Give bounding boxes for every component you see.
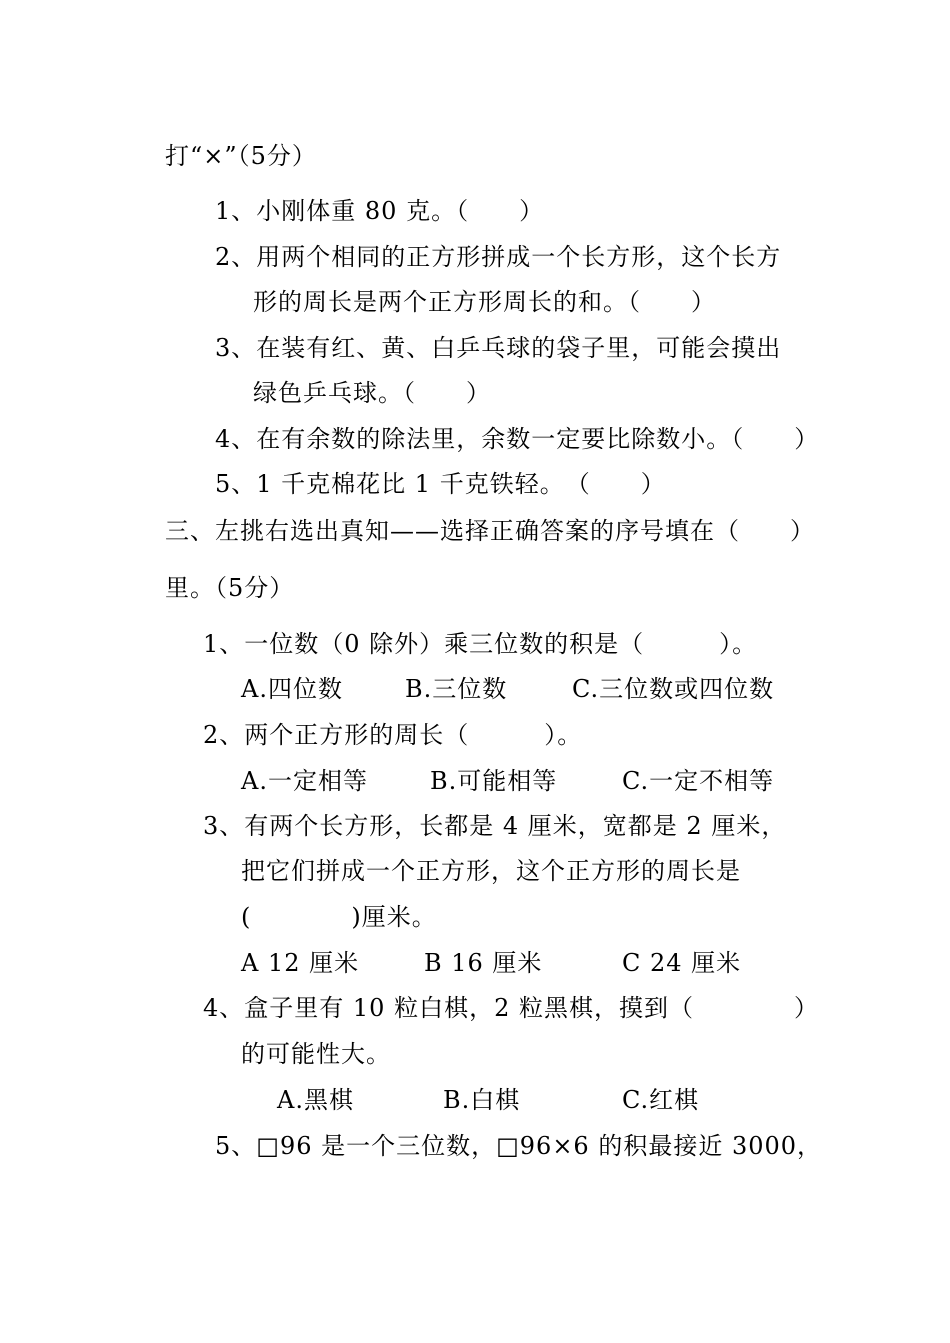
mc-q1-option-c: C.三位数或四位数	[572, 675, 775, 703]
mc-q2-option-c: C.一定不相等	[622, 767, 775, 795]
tf-item-2-line2: 形的周长是两个正方形周长的和。（ ）	[253, 288, 716, 316]
tf-item-3-line2: 绿色乒乓球。（ ）	[253, 379, 491, 407]
mc-q4-line1: 4、盒子里有 10 粒白棋，2 粒黑棋，摸到（ ）	[203, 994, 819, 1022]
mc-q3-option-c: C 24 厘米	[622, 949, 742, 977]
mc-q2-stem: 2、两个正方形的周长（ ）。	[203, 721, 583, 749]
tf-item-2-line1: 2、用两个相同的正方形拼成一个长方形，这个长方	[215, 243, 782, 271]
tf-item-4: 4、在有余数的除法里，余数一定要比除数小。（ ）	[215, 425, 820, 453]
mc-q3-line2: 把它们拼成一个正方形，这个正方形的周长是	[241, 857, 741, 885]
mc-q1-option-b: B.三位数	[405, 675, 508, 703]
tf-item-3-line1: 3、在装有红、黄、白乒乓球的袋子里，可能会摸出	[215, 334, 782, 362]
mc-q4-line2: 的可能性大。	[241, 1040, 391, 1068]
mc-q1-option-a: A.四位数	[241, 675, 343, 703]
mc-q3-option-a: A 12 厘米	[241, 949, 360, 977]
mc-q3-line3: ( )厘米。	[241, 903, 437, 931]
mc-q2-option-b: B.可能相等	[430, 767, 558, 795]
section-3-title-line1: 三、左挑右选出真知——选择正确答案的序号填在（ ）	[165, 517, 815, 545]
section-3-title-line2: 里。（5分）	[165, 574, 295, 602]
mc-q5-line1: 5、□96 是一个三位数，□96×6 的积最接近 3000，	[215, 1132, 823, 1160]
tf-item-1: 1、小刚体重 80 克。（ ）	[215, 197, 545, 225]
tf-item-5: 5、1 千克棉花比 1 千克铁轻。 （ ）	[215, 470, 666, 498]
section-header-tail: 打“×”（5分）	[165, 142, 317, 170]
mc-q1-stem: 1、一位数（0 除外）乘三位数的积是（ ）。	[203, 630, 758, 658]
mc-q2-option-a: A.一定相等	[241, 767, 368, 795]
mc-q4-option-c: C.红棋	[622, 1086, 700, 1114]
mc-q4-option-b: B.白棋	[443, 1086, 521, 1114]
mc-q3-option-b: B 16 厘米	[424, 949, 543, 977]
mc-q3-line1: 3、有两个长方形，长都是 4 厘米，宽都是 2 厘米，	[203, 812, 787, 840]
mc-q4-option-a: A.黑棋	[277, 1086, 354, 1114]
